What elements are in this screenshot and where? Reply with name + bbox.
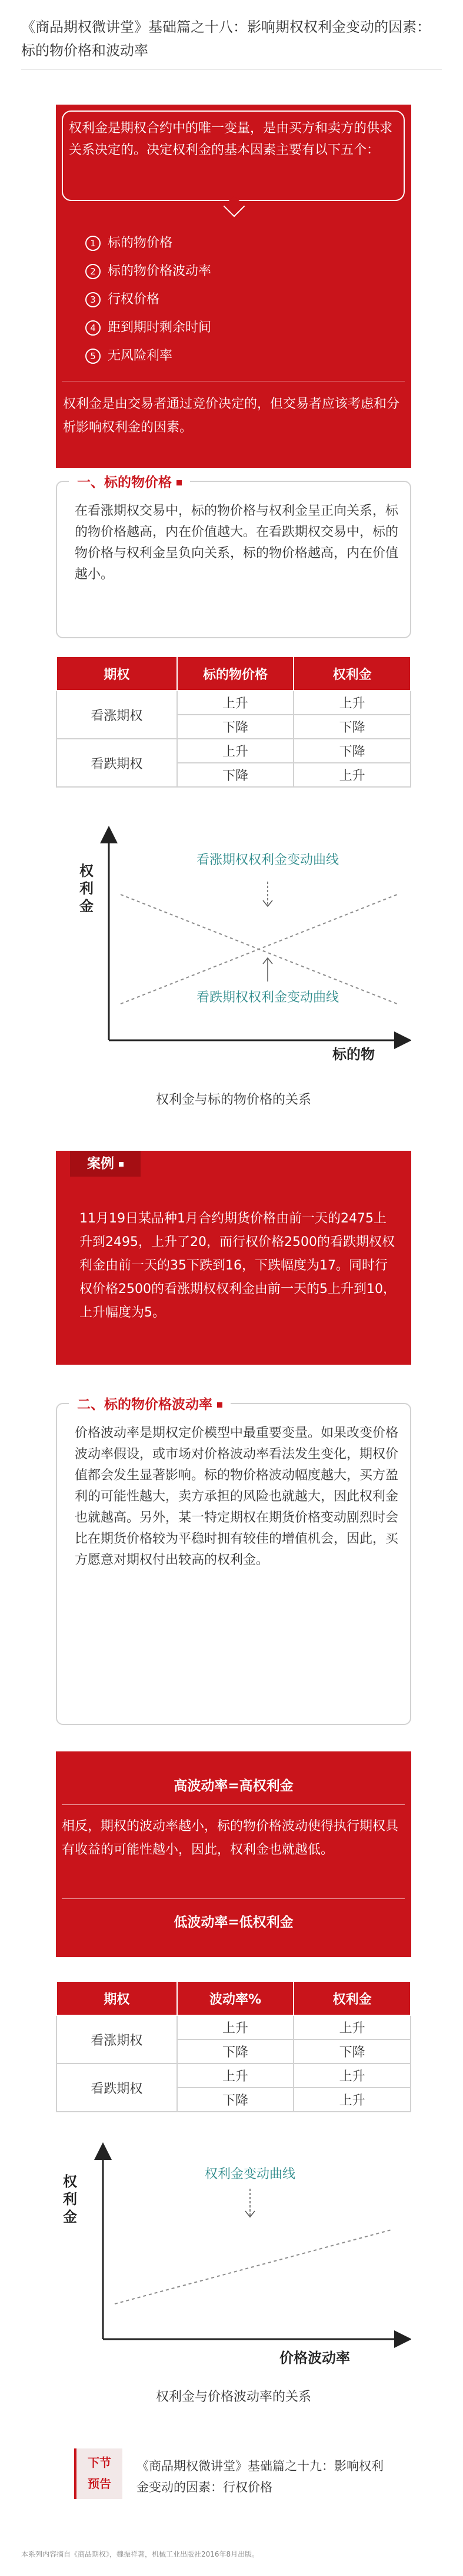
table-cell-option: 看跌期权 [56,739,177,787]
square-bullet-icon [119,1162,124,1167]
table-cell: 上升 [294,691,411,715]
table-cell: 上升 [177,739,294,763]
factor-list [85,229,211,370]
volatility-panel [56,1751,411,1957]
number-circle-icon: 2 [85,264,101,279]
y-axis-label-char: 权 [79,863,94,879]
table2 [56,1981,411,2112]
section1-box [56,475,411,638]
table-header-cell: 权利金 [294,656,411,691]
factor-label: 标的物价格 [108,236,173,250]
y-axis-label: 权利金 [79,863,94,915]
arrow-down-icon [263,882,272,906]
table-cell: 下降 [177,2039,294,2064]
chart2-caption: 权利金与价格波动率的关系 [155,2390,312,2404]
table-header-cell: 标的物价格 [177,656,294,691]
table-header-row [56,1981,411,2015]
square-bullet-icon [176,480,182,485]
section2-box [56,1397,411,1725]
table-cell: 下降 [177,763,294,787]
next-preview-link[interactable]: 《商品期权微讲堂》基础篇之十九：影响权利金变动的因素：行权价格 [136,2459,384,2494]
table-cell: 下降 [177,715,294,739]
factor-label: 行权价格 [108,292,160,307]
table-cell: 下降 [294,2039,411,2064]
case-tag-text: 案例 [87,1156,114,1171]
case-panel [56,1151,411,1365]
table1 [56,656,411,788]
table-cell: 上升 [294,2015,411,2039]
table-cell: 上升 [294,2088,411,2112]
section1-text: 在看涨期权交易中，标的物价格与权利金呈正向关系，标的物价格越高，内在价值越大。在看跌期权交易中，标的物价格与权利金呈负向关系，标的物价格越高，内在价值越小。 [75,504,399,582]
arrow-up-icon [263,958,272,982]
volatility-text: 相反，期权的波动率越小，标的物价格波动使得执行期权具有收益的可能性越小，因此，权利金也就越低。 [62,1819,399,1857]
section2-heading-text: 二、标的物价格波动率 [77,1397,212,1412]
number-circle-icon: 4 [85,320,101,336]
x-axis-label: 价格波动率 [279,2350,350,2366]
table-cell-option: 看涨期权 [56,691,177,739]
table-cell: 下降 [177,2088,294,2112]
table-header-cell: 波动率% [177,1981,294,2015]
case-tag [70,1151,141,1177]
table-cell: 上升 [294,2064,411,2088]
number-circle-icon: 1 [85,236,101,251]
table-row [56,2064,411,2088]
arrow-down-icon [245,2189,255,2217]
put-curve-label: 看跌期权权利金变动曲线 [196,990,339,1005]
factor-item [85,257,211,286]
factor-label: 无风险利率 [108,349,173,363]
intro-footer-text: 权利金是由交易者通过竞价决定的，但交易者应该考虑和分析影响权利金的因素。 [63,397,400,435]
table-header-cell: 期权 [56,656,177,691]
number-circle-icon: 3 [85,292,101,307]
x-axis-label: 标的物 [332,1046,375,1063]
table-cell: 上升 [177,691,294,715]
number-circle-icon: 5 [85,349,101,364]
table-cell: 上升 [177,2064,294,2088]
curve-label: 权利金变动曲线 [204,2167,296,2182]
intro-panel [56,105,411,468]
table-cell: 上升 [177,2015,294,2039]
factor-item [85,342,211,370]
footnote: 本系列内容摘自《商品期权》，魏振祥著，机械工业出版社2016年8月出版。 [21,2550,259,2558]
factor-item [85,229,211,257]
next-tag-line2: 预告 [88,2477,111,2491]
premium-line [115,2230,391,2304]
table-cell: 下降 [294,739,411,763]
panel-divider [62,1898,405,1899]
table-row [56,691,411,715]
factor-label: 标的物价格波动率 [108,264,212,279]
section2-heading [69,1393,231,1413]
table-cell: 上升 [294,763,411,787]
chart2 [56,2139,411,2421]
table-cell: 下降 [294,715,411,739]
chart1-caption: 权利金与标的物价格的关系 [155,1093,312,1107]
table-header-cell: 权利金 [294,1981,411,2015]
next-tag-line1: 下节 [88,2456,111,2470]
article-title: 《商品期权微讲堂》基础篇之十八：影响期权权利金变动的因素：标的物价格和波动率 [21,19,431,59]
low-volatility-line: 低波动率=低权利金 [174,1915,294,1930]
call-curve-label: 看涨期权权利金变动曲线 [196,853,339,867]
case-text: 11月19日某品种1月合约期货价格由前一天的2475上升到2495，上升了20，而行权价格2500的看跌期权权利金由前一天的35下跌到16，下跌幅度为17。同时行权价格2500的看涨期权权利金由前一天的5上升到10，上升幅度为5。 [79,1211,396,1320]
table-row [56,2015,411,2039]
chart1 [56,823,411,1128]
section2-text: 价格波动率是期权定价模型中最重要变量。如果改变价格波动率假设，或市场对价格波动率看法发生变化，期权价值都会发生显著影响。标的物价格波动幅度越大，买方盈利的可能性越大，卖方承担的风险也就越大，因此权利金也就越高。另外，某一特定期权在期货价格变动剧烈时会比在期货价格较为平稳时拥有较佳的增值机会，因此，买方愿意对期权付出较高的权利金。 [75,1426,399,1567]
title-divider [21,69,442,70]
section1-heading-text: 一、标的物价格 [77,475,172,490]
put-premium-line [121,895,397,1004]
panel-divider [62,1804,405,1805]
factor-item [85,314,211,342]
table-row [56,739,411,763]
next-preview-tag [74,2448,122,2499]
table-header-row [56,656,411,691]
intro-speech-bubble: 权利金是期权合约中的唯一变量，是由买方和卖方的供求关系决定的。决定权利金的基本因素主要有以下五个： [62,110,405,201]
y-axis-label: 权利金 [63,2173,77,2225]
square-bullet-icon [217,1402,222,1408]
factor-item [85,286,211,314]
table-cell-option: 看跌期权 [56,2064,177,2112]
high-volatility-line: 高波动率=高权利金 [174,1778,294,1794]
section1-heading [69,471,190,491]
table-cell-option: 看涨期权 [56,2015,177,2064]
factor-label: 距到期时剩余时间 [108,320,212,335]
table-header-cell: 期权 [56,1981,177,2015]
